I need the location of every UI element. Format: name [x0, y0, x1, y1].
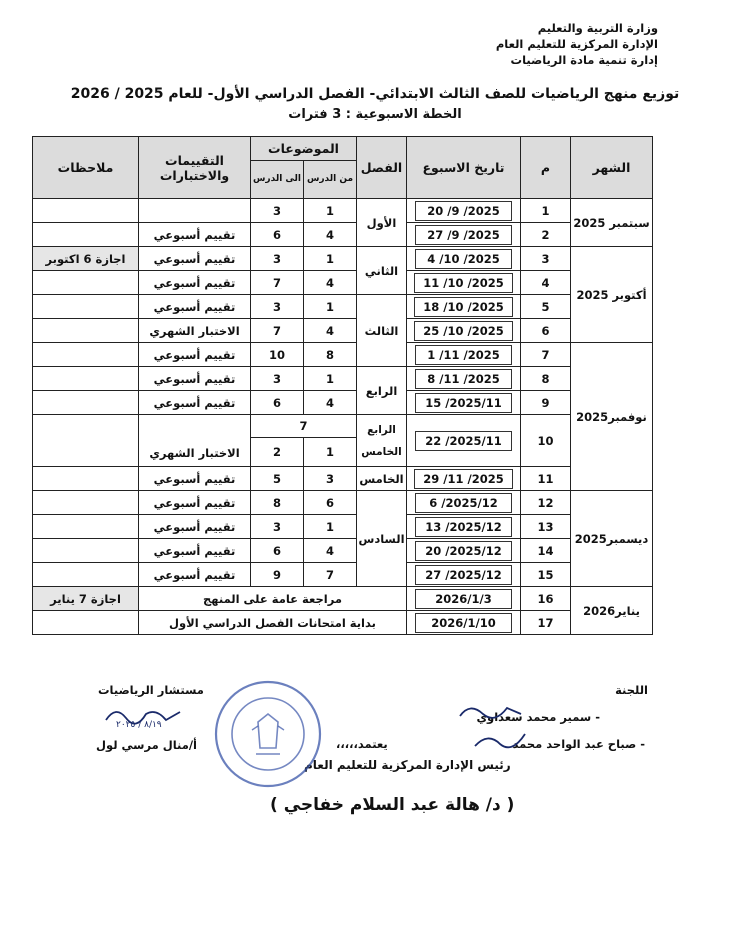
- week-date: [407, 491, 521, 515]
- notes-cell: [33, 271, 139, 295]
- week-date: [407, 367, 521, 391]
- week-date: [407, 271, 521, 295]
- week-date: [407, 467, 521, 491]
- chapter-cell: الخامس: [357, 467, 407, 491]
- lesson-to: 3: [251, 247, 304, 271]
- week-number: 11: [521, 467, 571, 491]
- assessment-cell: تقييم أسبوعي: [139, 295, 251, 319]
- assessment-cell: تقييم أسبوعي: [139, 271, 251, 295]
- header-topics: الموضوعات: [251, 137, 357, 161]
- notes-cell: [33, 199, 139, 223]
- chapter-cell: الثاني: [357, 247, 407, 295]
- chapter-name: الرابع: [367, 423, 396, 436]
- week-date: [407, 539, 521, 563]
- week-number: 10: [521, 415, 571, 467]
- header-num: م: [521, 137, 571, 199]
- month-cell: ديسمبر2025: [571, 491, 653, 587]
- week-number: 15: [521, 563, 571, 587]
- lesson-to: 9: [251, 563, 304, 587]
- committee-label: اللجنة: [615, 683, 648, 697]
- week-date: [407, 563, 521, 587]
- lesson-from: 4: [304, 319, 357, 343]
- week-date: [407, 343, 521, 367]
- assessment-cell: تقييم أسبوعي: [139, 467, 251, 491]
- week-date-value: 2025/12/ 20: [415, 541, 512, 561]
- table-row: [33, 467, 653, 491]
- notes-cell: [33, 295, 139, 319]
- lesson-to: 6: [251, 539, 304, 563]
- chapter-cell: السادس: [357, 491, 407, 587]
- lesson-to: 10: [251, 343, 304, 367]
- week-date: [407, 587, 521, 611]
- lesson-from: 1: [304, 295, 357, 319]
- chapter-cell: الأول: [357, 199, 407, 247]
- week-date-value: 2025/ 10/ 18: [414, 297, 512, 317]
- week-number: 12: [521, 491, 571, 515]
- week-date: [407, 391, 521, 415]
- table-row: [33, 271, 653, 295]
- notes-cell: [33, 343, 139, 367]
- month-cell: سبتمبر 2025: [571, 199, 653, 247]
- week-number: 8: [521, 367, 571, 391]
- assessment-cell: تقييم أسبوعي: [139, 491, 251, 515]
- table-row: [33, 491, 653, 515]
- notes-cell: [33, 319, 139, 343]
- assessment-cell: تقييم أسبوعي: [139, 343, 251, 367]
- lesson-to: 7: [251, 271, 304, 295]
- notes-cell: اجازة 7 يناير: [33, 587, 139, 611]
- table-row: [33, 343, 653, 367]
- week-number: 4: [521, 271, 571, 295]
- header-assessments: التقييمات والاختبارات: [139, 137, 251, 199]
- week-date-value: 2025/12/ 13: [415, 517, 512, 537]
- merged-remark: بداية امتحانات الفصل الدراسي الأول: [139, 611, 407, 635]
- week-number: 3: [521, 247, 571, 271]
- week-date: [407, 223, 521, 247]
- chapter-cell: الرابع: [357, 367, 407, 415]
- lesson-to: 2: [272, 445, 281, 459]
- table-row: [33, 515, 653, 539]
- week-number: 5: [521, 295, 571, 319]
- lesson-from: 4: [304, 271, 357, 295]
- notes-cell: [33, 415, 139, 467]
- lesson-to: 5: [251, 467, 304, 491]
- table-row: [33, 247, 653, 271]
- committee-member-1: - سمير محمد سعداوي: [476, 710, 600, 724]
- lesson-from: 1: [303, 438, 356, 466]
- lesson-from: 6: [304, 491, 357, 515]
- lesson-range: [251, 415, 357, 467]
- header-notes: ملاحظات: [33, 137, 139, 199]
- notes-cell: [33, 467, 139, 491]
- week-number: 9: [521, 391, 571, 415]
- lesson-from: 7: [304, 563, 357, 587]
- lesson-from: 4: [304, 539, 357, 563]
- advisor-signature: [96, 700, 186, 730]
- official-stamp: [212, 678, 324, 790]
- chapter-cell: الثالث: [357, 295, 407, 367]
- table-row: [33, 367, 653, 391]
- week-number: 6: [521, 319, 571, 343]
- chapter-name: الخامس: [361, 445, 402, 458]
- notes-cell: [33, 515, 139, 539]
- notes-cell: [33, 223, 139, 247]
- lesson-from: 1: [304, 367, 357, 391]
- table-row: [33, 587, 653, 611]
- notes-cell: [33, 563, 139, 587]
- header-from-lesson: من الدرس: [304, 161, 357, 199]
- lesson-to: 8: [251, 491, 304, 515]
- table-row: [33, 295, 653, 319]
- assessment-cell: [139, 199, 251, 223]
- curriculum-table: [32, 136, 653, 635]
- week-date-value: 2025/ 10/ 11: [414, 273, 512, 293]
- assessment-cell: الاختبار الشهري: [139, 415, 251, 467]
- week-number: 14: [521, 539, 571, 563]
- advisor-title: مستشار الرياضيات: [98, 683, 204, 697]
- week-date: [407, 515, 521, 539]
- month-cell: أكتوبر 2025: [571, 247, 653, 343]
- week-date: [407, 199, 521, 223]
- approval-label: يعتمد،،،،،: [336, 737, 388, 751]
- lesson-to: 3: [251, 515, 304, 539]
- header-month: الشهر: [571, 137, 653, 199]
- week-number: 1: [521, 199, 571, 223]
- notes-cell: [33, 611, 139, 635]
- lesson-from: 8: [304, 343, 357, 367]
- chapter-cell: [357, 415, 407, 467]
- table-row: [33, 539, 653, 563]
- header-chapter: الفصل: [357, 137, 407, 199]
- week-number: 2: [521, 223, 571, 247]
- assessment-cell: تقييم أسبوعي: [139, 515, 251, 539]
- lesson-from: 4: [304, 223, 357, 247]
- table-row: [33, 563, 653, 587]
- week-date-value: 2025/ 11/ 29: [414, 469, 512, 489]
- table-row: [33, 415, 653, 467]
- week-date-value: 2025/ 9/ 27: [415, 225, 512, 245]
- week-date-value: 2025/11/ 15: [415, 393, 512, 413]
- notes-cell: [33, 367, 139, 391]
- lesson-single: 7: [251, 415, 356, 438]
- week-number: 7: [521, 343, 571, 367]
- week-date-value: 2025/12/ 6: [415, 493, 512, 513]
- assessment-cell: تقييم أسبوعي: [139, 563, 251, 587]
- member2-signature: [470, 728, 530, 754]
- lesson-from: 1: [304, 247, 357, 271]
- notes-cell: [33, 539, 139, 563]
- department-name: الإدارة المركزية للتعليم العام: [495, 37, 658, 51]
- assessment-cell: تقييم أسبوعي: [139, 391, 251, 415]
- week-number: 17: [521, 611, 571, 635]
- lesson-to: 3: [251, 295, 304, 319]
- week-date-value: 2026/1/10: [415, 613, 512, 633]
- advisor-date: ٨/١٩ / ٢٠٢٥: [116, 720, 162, 730]
- table-row: [33, 319, 653, 343]
- header-to-lesson: الى الدرس: [251, 161, 304, 199]
- lesson-to: 3: [251, 199, 304, 223]
- lesson-to: 3: [251, 367, 304, 391]
- week-date-value: 2025/ 11/ 8: [415, 369, 512, 389]
- week-date-value: 2025/12/ 27: [415, 565, 512, 585]
- lesson-from: 4: [304, 391, 357, 415]
- assessment-cell: الاختبار الشهري: [139, 319, 251, 343]
- unit-name: إدارة تنمية مادة الرياضيات: [510, 53, 658, 67]
- lesson-from: 1: [304, 515, 357, 539]
- week-date: [407, 319, 521, 343]
- committee-member-2: - صباح عبد الواحد محمد: [512, 737, 645, 751]
- table-row: [33, 223, 653, 247]
- lesson-to: 6: [251, 223, 304, 247]
- week-date: [407, 415, 521, 467]
- week-date-value: 2025/ 11/ 1: [415, 345, 512, 365]
- assessment-cell: تقييم أسبوعي: [139, 247, 251, 271]
- document-title: توزيع منهج الرياضيات للصف الثالث الابتدائي- الفصل الدراسي الأول- للعام 2025 / 2026: [70, 86, 680, 102]
- week-date: [407, 611, 521, 635]
- assessment-cell: تقييم أسبوعي: [139, 539, 251, 563]
- table-row: [33, 611, 653, 635]
- month-cell: يناير2026: [571, 587, 653, 635]
- lesson-from: 3: [304, 467, 357, 491]
- week-number: 13: [521, 515, 571, 539]
- head-title: رئيس الإدارة المركزية للتعليم العام: [304, 758, 511, 772]
- assessment-cell: تقييم أسبوعي: [139, 367, 251, 391]
- week-date: [407, 295, 521, 319]
- lesson-from: 1: [304, 199, 357, 223]
- table-row: [33, 199, 653, 223]
- member1-signature: [455, 700, 525, 726]
- ministry-header: [496, 20, 658, 68]
- week-date-value: 2025/11/ 22: [415, 431, 512, 451]
- assessment-cell: تقييم أسبوعي: [139, 223, 251, 247]
- table-row: [33, 391, 653, 415]
- week-number: 16: [521, 587, 571, 611]
- week-date-value: 2025/ 10/ 25: [414, 321, 512, 341]
- notes-cell: [33, 491, 139, 515]
- notes-cell: [33, 391, 139, 415]
- document-subtitle: الخطة الاسبوعية : 3 فترات: [288, 107, 462, 122]
- lesson-to: 6: [251, 391, 304, 415]
- lesson-to: 7: [251, 319, 304, 343]
- week-date-value: 2026/1/3: [415, 589, 512, 609]
- month-cell: نوفمبر2025: [571, 343, 653, 491]
- week-date-value: 2025/ 10/ 4: [415, 249, 512, 269]
- advisor-name: أ/منال مرسي لول: [96, 738, 197, 752]
- week-date-value: 2025/ 9/ 20: [415, 201, 512, 221]
- week-date: [407, 247, 521, 271]
- head-name: ( د/ هالة عبد السلام خفاجي ): [270, 795, 515, 815]
- merged-remark: مراجعة عامة على المنهج: [139, 587, 407, 611]
- header-week-date: تاريخ الاسبوع: [407, 137, 521, 199]
- notes-cell: اجازة 6 اكتوبر: [33, 247, 139, 271]
- ministry-name: وزارة التربية والتعليم: [537, 21, 658, 35]
